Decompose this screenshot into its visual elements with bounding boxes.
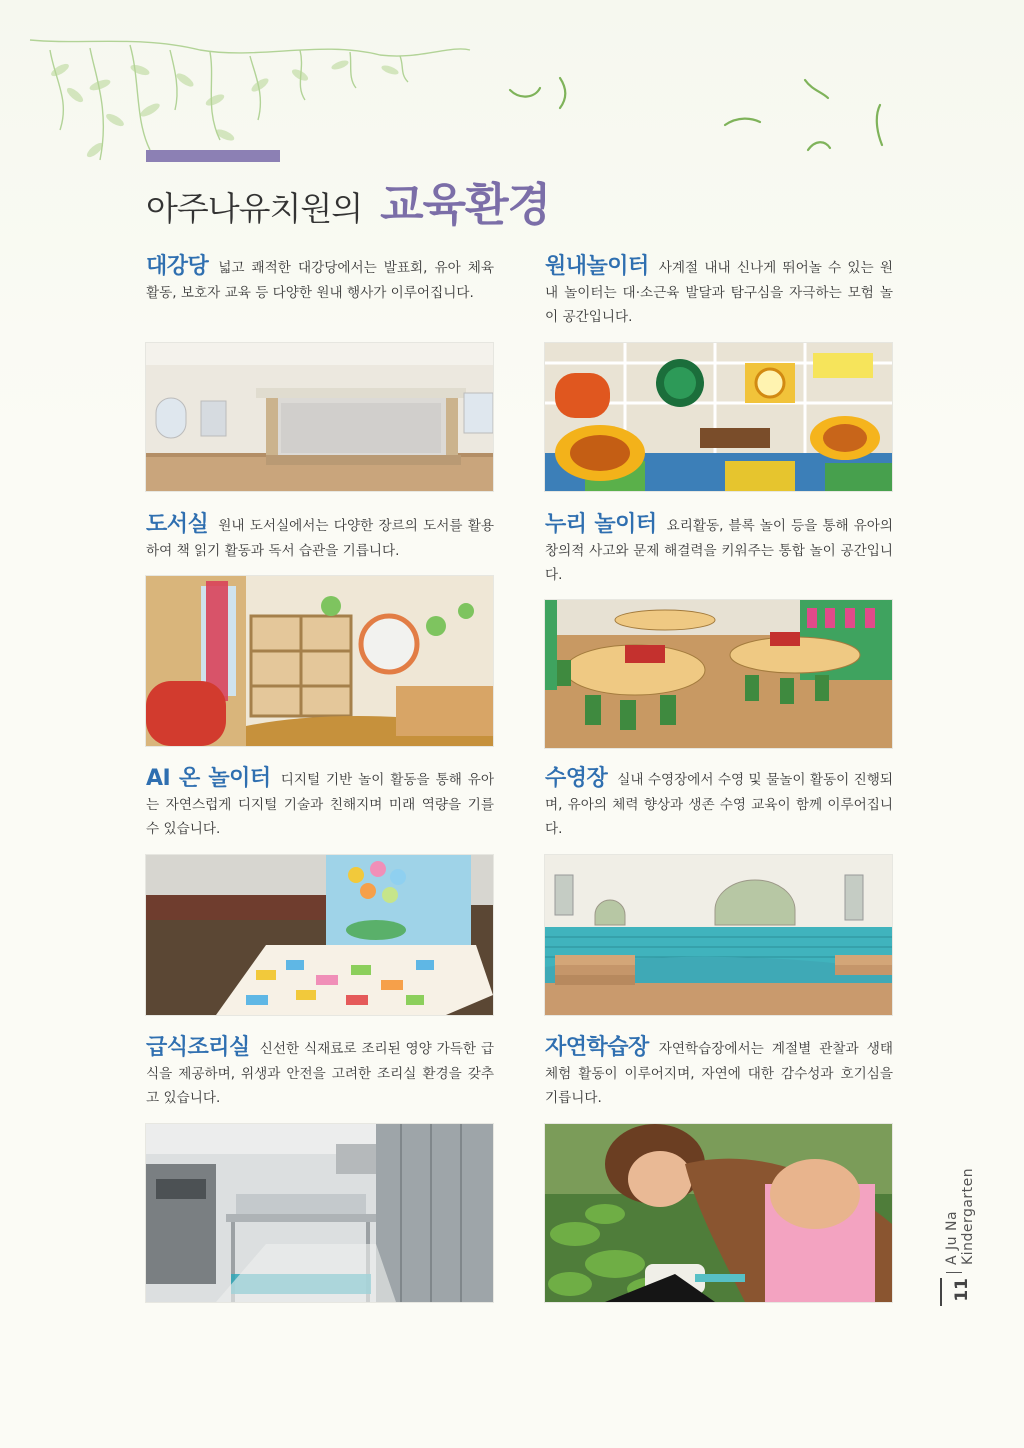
ai-playground-photo xyxy=(146,855,493,1015)
section-heading: 원내놀이터 xyxy=(545,254,649,279)
section-heading: 누리 놀이터 xyxy=(545,512,657,537)
title-accent-bar xyxy=(146,150,280,162)
page-number: 11 xyxy=(952,1278,972,1302)
section-auditorium xyxy=(146,255,494,305)
section-description: 디지털 기반 놀이 활동을 통해 유아는 자연스럽게 디지털 기술과 친해지며 미래 역량을 기를 수 있습니다. xyxy=(146,772,494,837)
section-heading: 수영장 xyxy=(545,766,608,791)
section-ai-playground xyxy=(146,767,494,842)
swimming-pool-photo xyxy=(545,855,892,1015)
section-heading: AI 온 놀이터 xyxy=(146,766,271,791)
section-nature-learning xyxy=(545,1036,893,1111)
section-library xyxy=(146,513,494,563)
section-heading: 도서실 xyxy=(146,512,209,537)
nuri-playroom-photo xyxy=(545,600,892,748)
title-prefix: 아주나유치원의 xyxy=(146,189,363,228)
kitchen-photo xyxy=(146,1124,493,1302)
section-description: 요리활동, 블록 놀이 등을 통해 유아의 창의적 사고와 문제 해결력을 키워주는 통합 놀이 공간입니다. xyxy=(545,518,894,583)
section-heading: 자연학습장 xyxy=(545,1035,649,1060)
section-description: 사계절 내내 신나게 뛰어놀 수 있는 원내 놀이터는 대·소근육 발달과 탐구심을 자극하는 모험 놀이 공간입니다. xyxy=(545,260,893,325)
section-nuri-playroom xyxy=(545,513,893,588)
section-description: 실내 수영장에서 수영 및 물놀이 활동이 진행되며, 유아의 체력 향상과 생존 수영 교육이 함께 이루어집니다. xyxy=(545,772,893,837)
section-heading: 대강당 xyxy=(146,254,209,279)
section-heading: 급식조리실 xyxy=(146,1035,250,1060)
auditorium-photo xyxy=(146,343,493,491)
section-indoor-playground xyxy=(545,255,893,330)
footer-side-label xyxy=(940,1110,976,1340)
library-photo xyxy=(146,576,493,746)
section-description: 넓고 쾌적한 대강당에서는 발표회, 유아 체육 활동, 보호자 교육 등 다양한 원내 행사가 이루어집니다. xyxy=(146,260,494,301)
page-title xyxy=(146,168,551,231)
indoor-playground-photo xyxy=(545,343,892,491)
section-description: 원내 도서실에서는 다양한 장르의 도서를 활용하여 책 읽기 활동과 독서 습관을 기릅니다. xyxy=(146,518,494,559)
title-main: 교육환경 xyxy=(380,178,551,231)
section-description: 자연학습장에서는 계절별 관찰과 생태 체험 활동이 이루어지며, 자연에 대한 감수성과 호기심을 기릅니다. xyxy=(545,1041,893,1106)
page-number-bar xyxy=(940,1278,942,1306)
section-kitchen xyxy=(146,1036,494,1111)
section-swimming-pool xyxy=(545,767,893,842)
section-description: 신선한 식재료로 조리된 영양 가득한 급식을 제공하며, 위생과 안전을 고려한 조리실 환경을 갖추고 있습니다. xyxy=(146,1041,494,1106)
footer-divider xyxy=(946,1272,962,1273)
nature-learning-photo xyxy=(545,1124,892,1302)
brand-name: A Ju Na Kindergarten xyxy=(944,1167,976,1265)
